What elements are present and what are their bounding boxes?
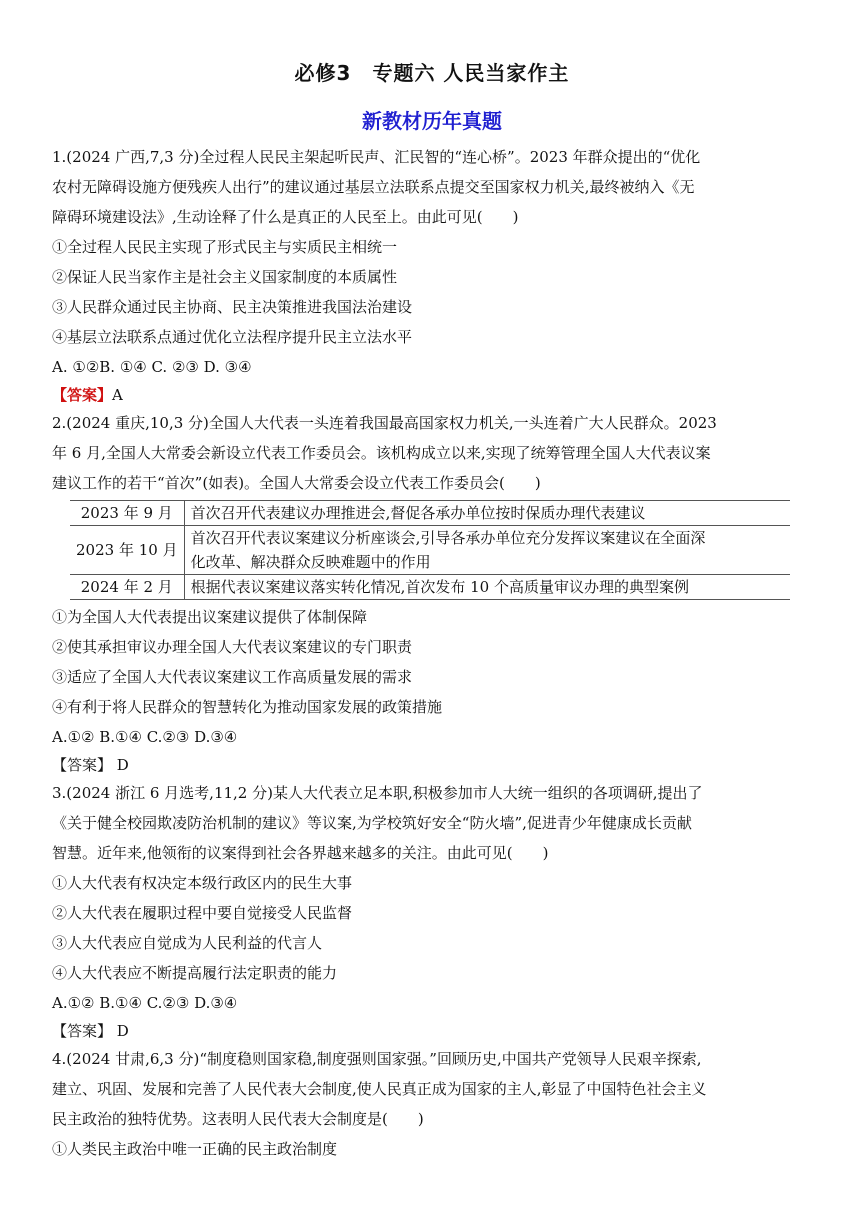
document-page — [52, 58, 812, 1164]
section-subtitle: 新教材历年真题 — [362, 109, 502, 133]
question-stem-line: 1.(2024 广西,7,3 分)全过程人民民主架起听民声、汇民智的“连心桥”。2023 年群众提出的“优化 — [52, 148, 701, 166]
statement-option: ③适应了全国人大代表议案建议工作高质量发展的需求 — [52, 668, 413, 686]
statement-option: ③人民群众通过民主协商、民主决策推进我国法治建设 — [52, 298, 413, 316]
answer-label: 【答案】 — [52, 756, 113, 774]
answer-choices: A. ①②B. ①④ C. ②③ D. ③④ — [52, 358, 252, 376]
question-stem-line: 农村无障碍设施方便残疾人出行”的建议通过基层立法联系点提交至国家权力机关,最终被纳入《无 — [52, 178, 695, 196]
answer-line — [52, 752, 812, 778]
question-stem-line: 建立、巩固、发展和完善了人民代表大会制度,使人民真正成为国家的主人,彰显了中国特色社会主义 — [52, 1080, 707, 1098]
statement-option: ②人大代表在履职过程中要自觉接受人民监督 — [52, 904, 353, 922]
answer-label: 【答案】 — [52, 1022, 113, 1040]
info-table — [70, 500, 790, 600]
table-row — [70, 575, 790, 600]
answer-label: 【答案】 — [52, 386, 113, 404]
table-cell-date: 2024 年 2 月 — [70, 575, 184, 600]
answer-value: D — [116, 756, 129, 774]
table-cell-date: 2023 年 10 月 — [70, 526, 184, 575]
question-1 — [52, 142, 812, 408]
answer-line — [52, 382, 812, 408]
table-cell-content — [184, 526, 790, 575]
table-row — [70, 526, 790, 575]
answer-value: D — [116, 1022, 129, 1040]
statement-option: ①人类民主政治中唯一正确的民主政治制度 — [52, 1140, 338, 1158]
question-4 — [52, 1044, 812, 1164]
question-stem-line: 智慧。近年来,他领衔的议案得到社会各界越来越多的关注。由此可见( ) — [52, 844, 549, 862]
table-row — [70, 501, 790, 526]
statement-option: ①人大代表有权决定本级行政区内的民生大事 — [52, 874, 353, 892]
question-stem-line: 2.(2024 重庆,10,3 分)全国人大代表一头连着我国最高国家权力机关,一头连着广大人民群众。2023 — [52, 414, 717, 432]
question-stem-line: 障碍环境建设法》,生动诠释了什么是真正的人民至上。由此可见( ) — [52, 208, 519, 226]
table-cell-line: 首次召开代表议案建议分析座谈会,引导各承办单位充分发挥议案建议在全面深 — [190, 529, 706, 547]
answer-line — [52, 1018, 812, 1044]
answer-choices: A.①② B.①④ C.②③ D.③④ — [52, 994, 238, 1012]
answer-value: A — [112, 386, 123, 404]
question-2 — [52, 408, 812, 778]
document-title: 必修3 专题六 人民当家作主 — [294, 61, 570, 85]
table-cell-content: 根据代表议案建议落实转化情况,首次发布 10 个高质量审议办理的典型案例 — [184, 575, 790, 600]
answer-choices: A.①② B.①④ C.②③ D.③④ — [52, 728, 238, 746]
question-3 — [52, 778, 812, 1044]
question-stem-line: 建议工作的若干“首次”(如表)。全国人大常委会设立代表工作委员会( ) — [52, 474, 541, 492]
question-stem-line: 《关于健全校园欺凌防治机制的建议》等议案,为学校筑好安全“防火墙”,促进青少年健康成长贡献 — [52, 814, 692, 832]
statement-option: ②使其承担审议办理全国人大代表议案建议的专门职责 — [52, 638, 413, 656]
statement-option: ④基层立法联系点通过优化立法程序提升民主立法水平 — [52, 328, 413, 346]
statement-option: ④人大代表应不断提高履行法定职责的能力 — [52, 964, 338, 982]
statement-option: ②保证人民当家作主是社会主义国家制度的本质属性 — [52, 268, 398, 286]
table-cell-line: 化改革、解决群众反映难题中的作用 — [190, 553, 431, 571]
statement-option: ③人大代表应自觉成为人民利益的代言人 — [52, 934, 323, 952]
question-stem-line: 3.(2024 浙江 6 月选考,11,2 分)某人大代表立足本职,积极参加市人大统一组织的各项调研,提出了 — [52, 784, 703, 802]
question-stem-line: 年 6 月,全国人大常委会新设立代表工作委员会。该机构成立以来,实现了统筹管理全国人大代表议案 — [52, 444, 711, 462]
statement-option: ④有利于将人民群众的智慧转化为推动国家发展的政策措施 — [52, 698, 443, 716]
table-cell-date: 2023 年 9 月 — [70, 501, 184, 526]
question-stem-line: 民主政治的独特优势。这表明人民代表大会制度是( ) — [52, 1110, 424, 1128]
table-cell-content: 首次召开代表建议办理推进会,督促各承办单位按时保质办理代表建议 — [184, 501, 790, 526]
statement-option: ①全过程人民民主实现了形式民主与实质民主相统一 — [52, 238, 398, 256]
question-stem-line: 4.(2024 甘肃,6,3 分)“制度稳则国家稳,制度强则国家强。”回顾历史,中国共产党领导人民艰辛探索, — [52, 1050, 702, 1068]
statement-option: ①为全国人大代表提出议案建议提供了体制保障 — [52, 608, 368, 626]
